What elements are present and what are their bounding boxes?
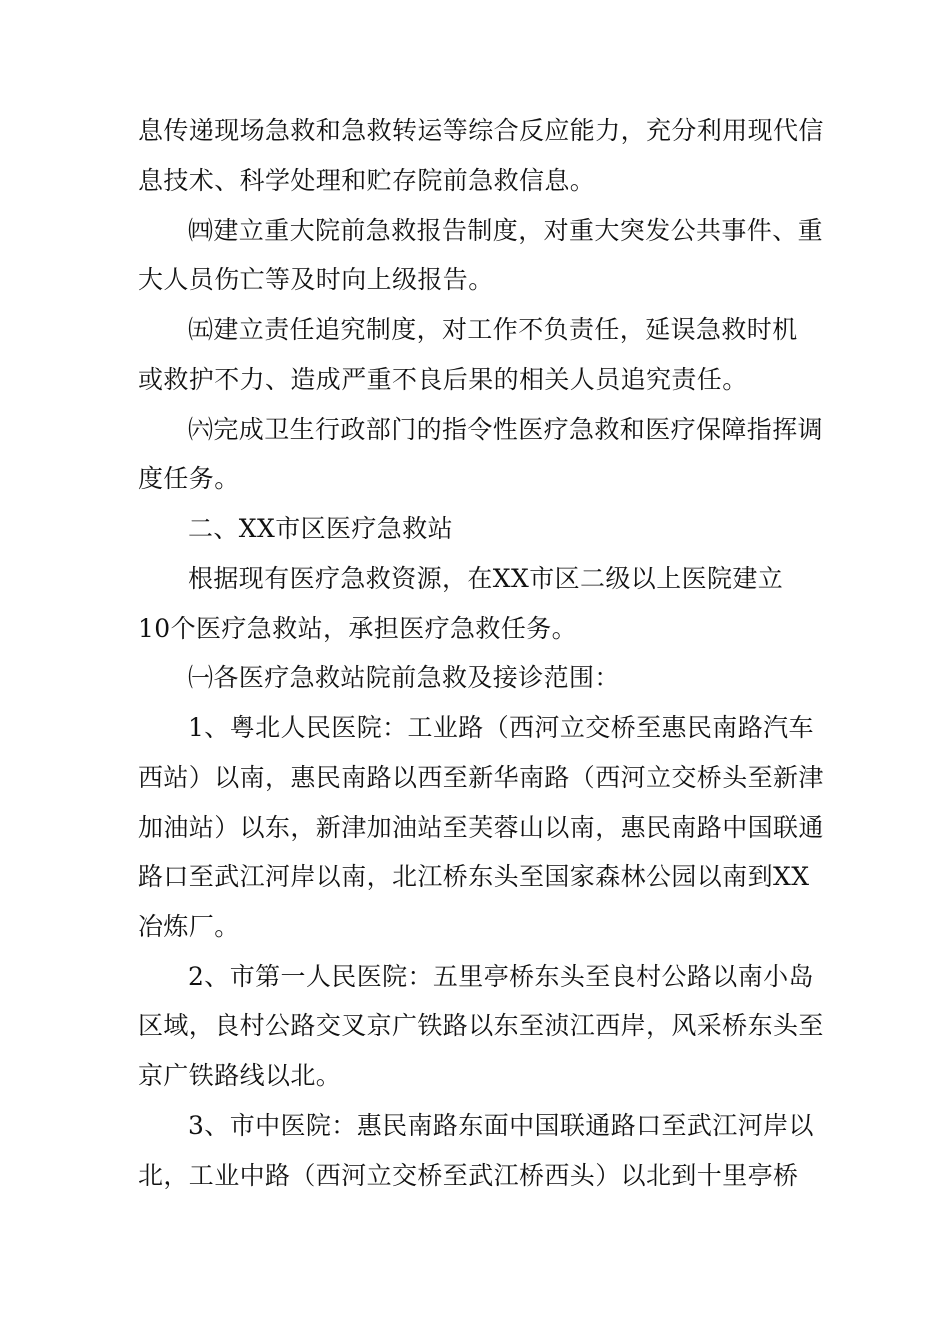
text-line: ㈤建立责任追究制度，对工作不负责任，延误急救时机	[188, 315, 798, 344]
text-line: 区域，良村公路交叉京广铁路以东至浈江西岸，风采桥东头至	[138, 1011, 824, 1040]
text-line: ㈠各医疗急救站院前急救及接诊范围：	[188, 663, 620, 692]
text-line: 3、市中医院：惠民南路东面中国联通路口至武江河岸以	[188, 1111, 814, 1140]
text-line: 根据现有医疗急救资源，在XX市区二级以上医院建立	[188, 564, 784, 593]
section-heading: 二、XX市区医疗急救站	[188, 514, 453, 543]
text-line: 路口至武江河岸以南，北江桥东头至国家森林公园以南到XX	[138, 862, 810, 891]
text-line: 1、粤北人民医院：工业路（西河立交桥至惠民南路汽车	[188, 713, 814, 742]
text-line: 京广铁路线以北。	[138, 1061, 342, 1090]
text-line: 息技术、科学处理和贮存院前急救信息。	[138, 166, 596, 195]
text-line: 或救护不力、造成严重不良后果的相关人员追究责任。	[138, 365, 748, 394]
text-line: 息传递现场急救和急救转运等综合反应能力，充分利用现代信	[138, 116, 824, 145]
text-line: 度任务。	[138, 464, 240, 493]
text-line: 北，工业中路（西河立交桥至武江桥西头）以北到十里亭桥	[138, 1161, 799, 1190]
text-line: 10个医疗急救站，承担医疗急救任务。	[138, 614, 578, 643]
text-line: ㈣建立重大院前急救报告制度，对重大突发公共事件、重	[188, 216, 824, 245]
text-line: 西站）以南，惠民南路以西至新华南路（西河立交桥头至新津	[138, 763, 824, 792]
text-line: ㈥完成卫生行政部门的指令性医疗急救和医疗保障指挥调	[188, 415, 824, 444]
text-line: 冶炼厂。	[138, 912, 240, 941]
text-line: 加油站）以东，新津加油站至芙蓉山以南，惠民南路中国联通	[138, 813, 824, 842]
text-line: 大人员伤亡等及时向上级报告。	[138, 265, 494, 294]
text-line: 2、市第一人民医院：五里亭桥东头至良村公路以南小岛	[188, 962, 814, 991]
